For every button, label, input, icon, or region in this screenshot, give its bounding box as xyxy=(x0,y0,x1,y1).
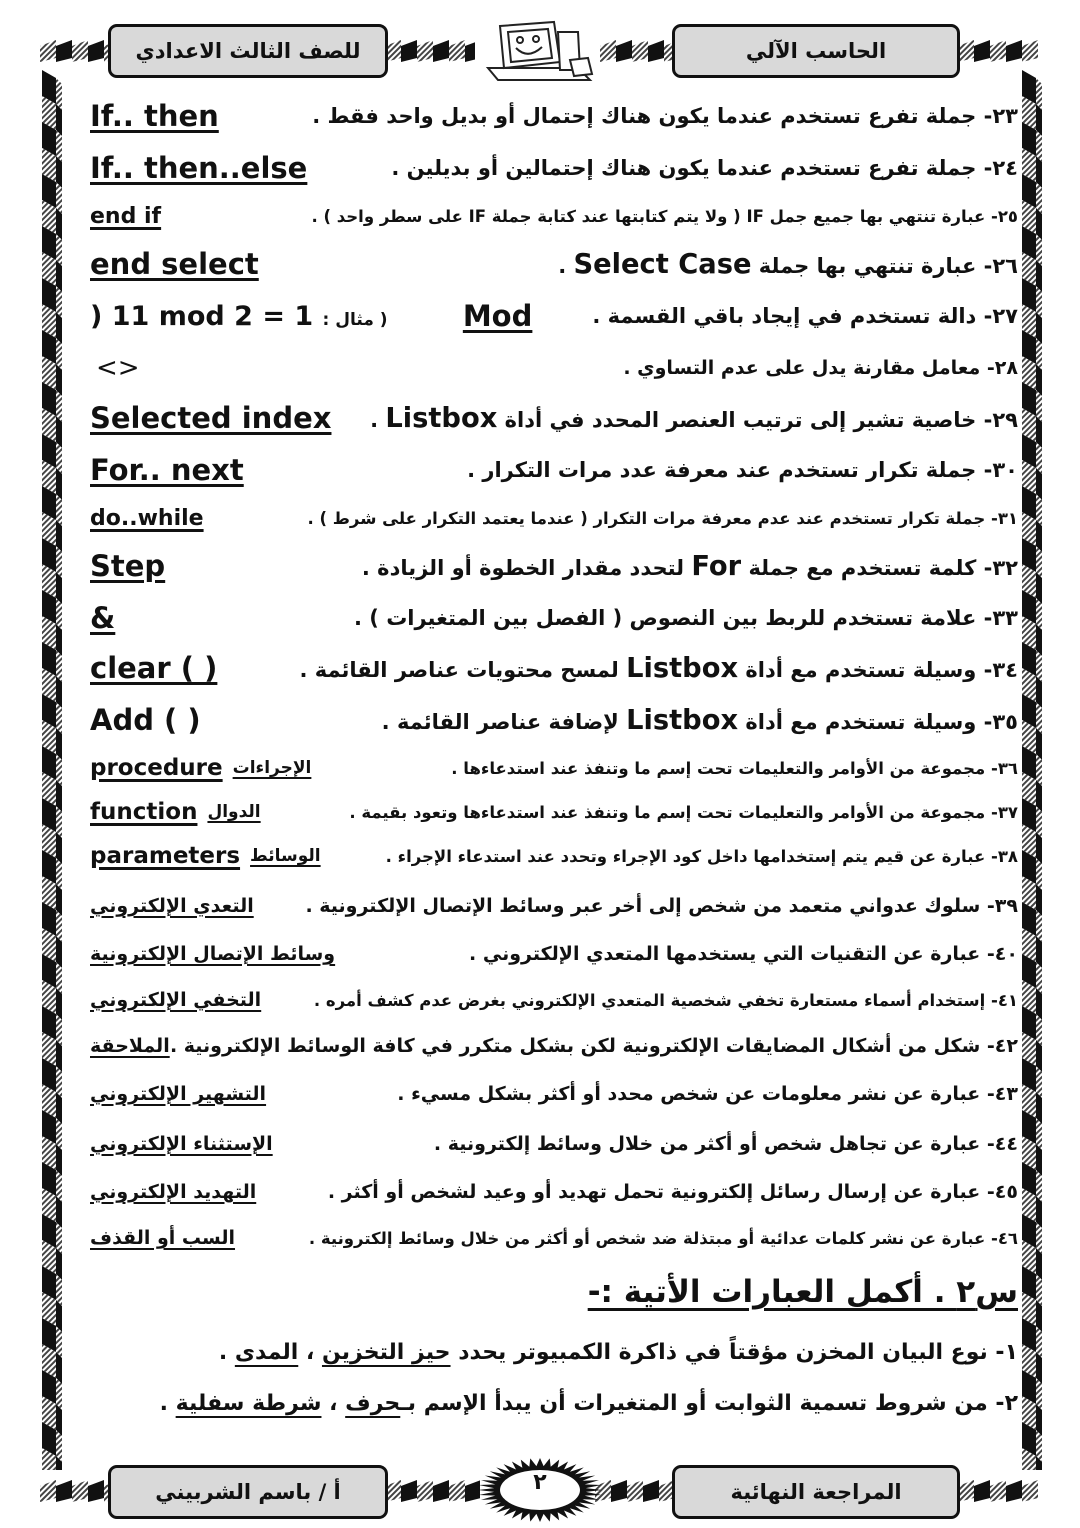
keyword: Select Case xyxy=(573,248,752,280)
answer: وسائط الإتصال الإلكترونية xyxy=(90,943,336,965)
question-row xyxy=(90,646,1018,690)
header-subject-box xyxy=(672,24,960,78)
answer: Step xyxy=(90,549,166,583)
question-row xyxy=(90,750,1018,786)
keyword: IF xyxy=(468,206,487,226)
answer: التخفي الإلكتروني xyxy=(90,989,262,1011)
question xyxy=(623,357,1018,379)
question-number: ٣١- xyxy=(990,508,1018,528)
question-text: خاصية تشير إلى ترتيب العنصر المحدد في أداة xyxy=(504,407,977,432)
separator: ، xyxy=(305,1340,315,1365)
question-row xyxy=(90,448,1018,492)
question xyxy=(305,895,1018,917)
question xyxy=(170,1035,1018,1057)
question-row xyxy=(90,596,1018,640)
fill-answer: المدى xyxy=(234,1340,299,1365)
question xyxy=(558,249,1018,280)
question xyxy=(349,803,1018,822)
question-row xyxy=(90,500,1018,536)
answer-arabic: الوسائط xyxy=(250,846,321,866)
keyword: For xyxy=(691,550,742,582)
question-text: وسيلة تستخدم مع أداة xyxy=(745,657,977,682)
answer-group xyxy=(90,943,335,965)
question-text: كلمة تستخدم مع جملة xyxy=(748,555,977,580)
answer-group xyxy=(90,1133,273,1155)
question-text: جملة تفرع تستخدم عندما يكون هناك إحتمال أو بديل واحد فقط . xyxy=(312,104,977,128)
question-row xyxy=(90,544,1018,588)
answer-group xyxy=(90,99,219,133)
question-number: ٣٨- xyxy=(990,846,1018,866)
answer-group xyxy=(96,353,140,383)
keyword: Listbox xyxy=(626,652,739,684)
answer-group xyxy=(90,204,161,229)
answer-group xyxy=(90,799,261,825)
question-text: لإضافة عناصر القائمة . xyxy=(381,709,619,734)
question-number: ٣٦- xyxy=(990,758,1018,778)
top-border-ornament-right xyxy=(958,38,1038,64)
footer-author-box xyxy=(108,1465,388,1519)
question xyxy=(299,653,1018,684)
question-number: ٢٨- xyxy=(986,357,1018,379)
answer-group xyxy=(90,651,217,685)
question xyxy=(386,847,1018,866)
page-number: ٢ xyxy=(533,1470,547,1495)
question-text: وسيلة تستخدم مع أداة xyxy=(745,709,977,734)
answer: parameters xyxy=(90,843,241,869)
question-text: عبارة عن تجاهل شخص أو أكثر من خلال وسائط إلكترونية . xyxy=(433,1133,981,1155)
answer: التشهير الإلكتروني xyxy=(90,1083,267,1105)
header-subject: الحاسب الآلي xyxy=(745,39,887,63)
question-text: إستخدام أسماء مستعارة تخفي شخصية المتعدي الإلكتروني بغرض عدم كشف أمره . xyxy=(313,990,986,1010)
computer-mascot-icon xyxy=(470,18,610,84)
question-row xyxy=(90,146,1018,190)
answer: <> xyxy=(96,353,140,383)
top-border-ornament-mid-right xyxy=(600,38,672,64)
question-row xyxy=(90,396,1018,440)
example xyxy=(90,301,388,332)
example-label: ( مثال : xyxy=(322,309,388,330)
fill-item xyxy=(160,1391,1018,1416)
keyword: Listbox xyxy=(385,402,498,434)
question-number: ٣٩- xyxy=(986,895,1018,917)
answer: Mod xyxy=(462,299,533,333)
question-text: جملة تكرار تستخدم عند معرفة عدد مرات التكرار . xyxy=(467,458,977,482)
question xyxy=(362,551,1018,582)
answer-group xyxy=(90,755,311,781)
answer-group xyxy=(90,549,165,583)
question xyxy=(311,207,1018,226)
answer: If.. then..else xyxy=(90,151,308,185)
question-row xyxy=(90,1026,1018,1066)
section2-title: س٢ . أكمل العبارات الأتية :- xyxy=(587,1274,1018,1310)
question xyxy=(354,606,1018,630)
question xyxy=(397,1083,1018,1105)
question-number: ٣٧- xyxy=(990,802,1018,822)
answer: end select xyxy=(90,247,259,281)
question-text: مجموعة من الأوامر والتعليمات تحت إسم ما وتنفذ عند استدعاءها . xyxy=(451,758,986,778)
question-number: ٢٣- xyxy=(983,104,1018,128)
answer: Add ( ) xyxy=(90,703,201,737)
answer: التهديد الإلكتروني xyxy=(90,1181,257,1203)
question-text: . xyxy=(370,407,379,432)
question xyxy=(469,943,1018,965)
question-row xyxy=(90,198,1018,234)
question-number: ٢٧- xyxy=(983,304,1018,328)
question xyxy=(391,156,1018,180)
question-row xyxy=(90,934,1018,974)
question-number: ٢٥- xyxy=(990,206,1018,226)
question xyxy=(370,403,1018,434)
answer-group xyxy=(90,843,321,869)
question-text: عبارة عن قيم يتم إستخدامها داخل كود الإجراء وتحدد عند استدعاء الإجراء . xyxy=(385,846,986,866)
answer: end if xyxy=(90,203,162,229)
bottom-border-ornament-left xyxy=(40,1478,110,1504)
question-text: جملة تفرع تستخدم عندما يكون هناك إحتمالين أو بديلين . xyxy=(391,156,977,180)
question xyxy=(467,458,1018,482)
question-number: ٤٤- xyxy=(986,1133,1018,1155)
question xyxy=(382,705,1018,736)
question-text: لتحدد مقدار الخطوة أو الزيادة . xyxy=(361,555,685,580)
question-row xyxy=(90,794,1018,830)
question-text: عبارة عن نشر كلمات عدائية أو مبتذلة ضد شخص أو أكثر من خلال وسائط إلكترونية . xyxy=(308,1228,986,1248)
question-text: عبارة تنتهي بها جملة xyxy=(758,253,977,278)
question-number: ٣٣- xyxy=(983,606,1018,630)
answer: For.. next xyxy=(90,453,244,487)
question-text: علامة تستخدم للربط بين النصوص ( الفصل بين المتغيرات ) . xyxy=(354,606,977,630)
question-number: ٢٤- xyxy=(983,156,1018,180)
keyword: Listbox xyxy=(626,704,739,736)
fill-item xyxy=(219,1340,1018,1365)
fill-answer: شرطة سفلية xyxy=(175,1391,322,1416)
question-text: لمسح محتويات عناصر القائمة . xyxy=(299,657,619,682)
answer-group xyxy=(90,1181,256,1203)
question-text: سلوك عدواني متعمد من شخص إلى أخر عبر وسائط الإتصال الإلكترونية . xyxy=(305,895,981,917)
left-border-ornament xyxy=(38,70,64,1470)
answer-arabic: الدوال xyxy=(207,802,261,822)
bottom-border-ornament-mid-left xyxy=(385,1478,480,1504)
question-number: ٤٥- xyxy=(986,1181,1018,1203)
question xyxy=(314,991,1018,1010)
question xyxy=(451,759,1018,778)
question-text: عبارة عن التقنيات التي يستخدمها المتعدي الإلكتروني . xyxy=(469,943,981,965)
top-border-ornament-left xyxy=(40,38,110,64)
question-text: عبارة تنتهي بها جميع جمل xyxy=(769,206,986,226)
question xyxy=(328,1181,1018,1203)
footer-title: المراجعة النهائية xyxy=(730,1480,902,1504)
footer-author: أ / باسم الشربيني xyxy=(155,1480,341,1504)
answer: function xyxy=(90,799,198,825)
question xyxy=(434,1133,1018,1155)
question-number: ٤٦- xyxy=(990,1228,1018,1248)
question-text: جملة تكرار تستخدم عند عدم معرفة مرات التكرار ( عندما يعتمد التكرار على شرط ) . xyxy=(307,508,986,528)
question-text: شكل من أشكال المضايقات الإلكترونية لكن بشكل متكرر في كافة الوسائط الإلكترونية . xyxy=(169,1035,981,1057)
question-row xyxy=(90,94,1018,138)
question-row xyxy=(90,1074,1018,1114)
fill-answer: حرف xyxy=(345,1391,401,1416)
question-row xyxy=(90,242,1018,286)
right-border-ornament xyxy=(1018,70,1044,1470)
top-border-ornament-mid-left xyxy=(385,38,475,64)
answer-group xyxy=(90,895,254,917)
question-row xyxy=(90,1124,1018,1164)
answer: Selected index xyxy=(90,401,332,435)
question-number: ٢٩- xyxy=(983,407,1018,432)
answer: If.. then xyxy=(90,99,219,133)
question-text: . xyxy=(558,253,567,278)
question-number: ٢٦- xyxy=(983,253,1018,278)
answer: & xyxy=(90,601,116,635)
question xyxy=(592,304,1018,328)
footer-title-box xyxy=(672,1465,960,1519)
period: . xyxy=(159,1391,168,1416)
answer: do..while xyxy=(90,505,204,531)
question-row xyxy=(90,698,1018,742)
answer-group xyxy=(90,601,115,635)
answer: السب أو القذف xyxy=(90,1227,236,1249)
question-number: ٣٢- xyxy=(983,555,1018,580)
answer-group xyxy=(90,151,307,185)
question-text: دالة تستخدم في إيجاد باقي القسمة . xyxy=(592,304,977,328)
question-number: ٤٠- xyxy=(986,943,1018,965)
fill-item-number: ١- xyxy=(995,1340,1018,1365)
header-grade: للصف الثالث الاعدادي xyxy=(135,39,361,63)
header-grade-box xyxy=(108,24,388,78)
paren: ) xyxy=(90,300,103,332)
question-row xyxy=(90,1172,1018,1212)
answer: الملاحقة xyxy=(90,1035,170,1057)
answer: clear ( ) xyxy=(90,651,218,685)
fill-item-number: ٢- xyxy=(995,1391,1018,1416)
question-text: ( ولا يتم كتابتها عند كتابة جملة xyxy=(491,206,741,226)
question-row xyxy=(90,1220,1018,1256)
question xyxy=(308,509,1019,528)
bottom-border-ornament-right xyxy=(958,1478,1038,1504)
separator: ، xyxy=(329,1391,338,1416)
question-number: ٣٤- xyxy=(983,657,1018,682)
question-row xyxy=(90,886,1018,926)
question xyxy=(312,104,1018,128)
fill-item-text: من شروط تسمية الثوابت أو المتغيرات أن يبدأ الإسم بـ xyxy=(400,1391,988,1416)
answer: الإستثناء الإلكتروني xyxy=(90,1133,273,1155)
answer: التعدي الإلكتروني xyxy=(90,895,254,917)
answer-group xyxy=(90,703,201,737)
question-number: ٤٢- xyxy=(986,1035,1018,1057)
question-row xyxy=(90,982,1018,1018)
answer-group xyxy=(90,1083,266,1105)
fill-answer: حيز التخزين xyxy=(321,1340,451,1365)
question-number: ٤٣- xyxy=(986,1083,1018,1105)
fill-item-text: نوع البيان المخزن مؤقتاً في ذاكرة الكمبيوتر يحدد xyxy=(458,1340,988,1365)
example-expression: 11 mod 2 = 1 xyxy=(111,300,314,332)
question-text: معامل مقارنة يدل على عدم التساوي . xyxy=(623,357,981,379)
question-row xyxy=(90,838,1018,874)
period: . xyxy=(218,1340,228,1365)
question-text: عبارة عن إرسال رسائل إلكترونية تحمل تهديد أو وعيد لشخص أو أكثر . xyxy=(327,1181,981,1203)
question-text: مجموعة من الأوامر والتعليمات تحت إسم ما وتنفذ عند استدعاءها وتعود بقيمة . xyxy=(349,802,986,822)
question xyxy=(309,1229,1018,1248)
question-number: ٣٠- xyxy=(983,458,1018,482)
answer: procedure xyxy=(90,755,223,781)
question-number: ٣٥- xyxy=(983,709,1018,734)
keyword: IF xyxy=(746,206,764,226)
answer-arabic: الإجراءات xyxy=(232,758,312,778)
answer-group xyxy=(90,401,331,435)
answer-group xyxy=(90,506,204,531)
answer-group xyxy=(90,299,592,333)
question-text: عبارة عن نشر معلومات عن شخص محدد أو أكثر بشكل مسيء . xyxy=(397,1083,981,1105)
answer-group xyxy=(90,1035,170,1057)
question-text: على سطر واحد ) . xyxy=(311,206,463,226)
question-row xyxy=(90,348,1018,388)
question-row xyxy=(90,294,1018,338)
answer-group xyxy=(90,247,259,281)
answer-group xyxy=(90,1227,235,1249)
answer-group xyxy=(90,453,244,487)
question-number: ٤١- xyxy=(990,990,1018,1010)
answer-group xyxy=(90,989,261,1011)
